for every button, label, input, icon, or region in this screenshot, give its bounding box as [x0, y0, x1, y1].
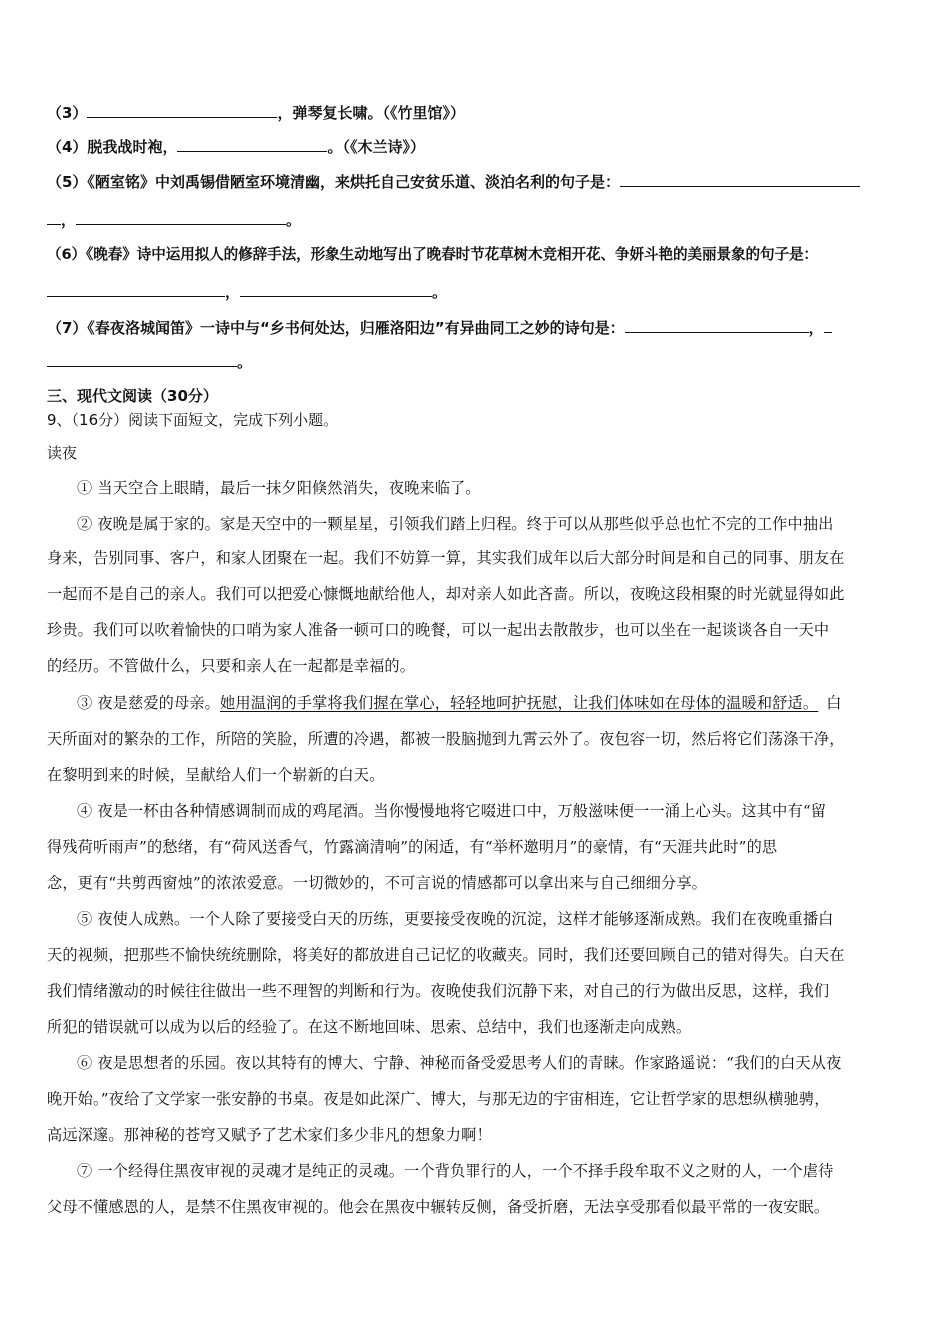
paragraph-3-tail: 白 [826, 694, 842, 712]
answer-blank[interactable] [620, 172, 860, 187]
paragraph-2-line: 的经历。不管做什么，只要和亲人在一起都是幸福的。 [47, 657, 416, 675]
paragraph-2-line: 一起而不是自己的亲人。我们可以把爱心慷慨地献给他人，却对亲人如此吝啬。所以，夜晚这段相聚的时光就显得如此 [47, 585, 845, 603]
question-9-prompt: 9、（16分）阅读下面短文，完成下列小题。 [47, 411, 339, 429]
paragraph-5-line: ⑤ 夜使人成熟。一个人除了要接受白天的历练，更要接受夜晚的沉淀，这样才能够逐渐成熟。我们在夜晚重播白 [77, 910, 834, 928]
paragraph-5-line: 所犯的错误就可以成为以后的经验了。在这不断地回味、思索、总结中，我们也逐渐走向成熟。 [47, 1018, 692, 1036]
question-5-continued [47, 210, 301, 230]
question-6-text: （6）《晚春》诗中运用拟人的修辞手法，形象生动地写出了晚春时节花草树木竞相开花、争妍斗艳的美丽景象的句子是： [47, 246, 818, 263]
question-5 [47, 172, 860, 192]
paragraph-5-line: 天的视频，把那些不愉快统统删除，将美好的都放进自己记忆的收藏夹。同时，我们还要回顾自己的错对得失。白天在 [47, 946, 845, 964]
question-3 [47, 103, 465, 123]
answer-blank[interactable] [47, 210, 61, 225]
paragraph-3-line: 在黎明到来的时候，呈献给人们一个崭新的白天。 [47, 766, 385, 784]
paragraph-2-line: ② 夜晚是属于家的。家是天空中的一颗星星，引领我们踏上归程。终于可以从那些似乎总也忙不完的工作中抽出 [77, 515, 834, 533]
section-heading: 三、现代文阅读（30分） [47, 387, 218, 405]
comma: ， [61, 211, 77, 229]
question-7-text: （7）《春夜洛城闻笛》一诗中与“乡书何处达，归雁洛阳边”有异曲同工之妙的诗句是： [47, 319, 625, 337]
question-4 [47, 137, 425, 157]
answer-blank[interactable] [177, 137, 327, 152]
question-4-source: 。（《木兰诗》） [327, 138, 425, 156]
question-5-text: （5）《陋室铭》中刘禹锡借陋室环境清幽，来烘托自己安贫乐道、淡泊名利的句子是： [47, 173, 620, 191]
question-6-continued [47, 282, 447, 302]
paragraph-3-line [77, 693, 842, 713]
paragraph-1: ① 当天空合上眼睛，最后一抹夕阳倏然消失，夜晚来临了。 [77, 479, 481, 497]
question-3-text: ，弹琴复长啸。（《竹里馆》） [277, 104, 465, 122]
question-4-text: （4）脱我战时袍， [47, 138, 178, 156]
comma: ， [808, 319, 824, 337]
answer-blank[interactable] [47, 282, 225, 297]
paragraph-7-line: ⑦ 一个经得住黑夜审视的灵魂才是纯正的灵魂。一个背负罪行的人，一个不择手段牟取不义之财的人，一个虐待 [77, 1162, 834, 1180]
answer-blank[interactable] [87, 103, 277, 118]
answer-blank[interactable] [625, 318, 809, 333]
paragraph-4-line: ④ 夜是一杯由各种情感调制而成的鸡尾酒。当你慢慢地将它啜进口中，万般滋味便一一涌上心头。这其中有“留 [77, 802, 827, 820]
paragraph-7-line: 父母不懂感恩的人，是禁不住黑夜审视的。他会在黑夜中辗转反侧，备受折磨，无法享受那看似最平常的一夜安眠。 [47, 1198, 830, 1216]
paragraph-6-line: 晚开始。”夜给了文学家一张安静的书桌。夜是如此深广、博大，与那无边的宇宙相连，它让哲学家的思想纵横驰骋， [47, 1090, 830, 1108]
question-7-continued [47, 352, 252, 372]
answer-blank[interactable] [240, 282, 432, 297]
paragraph-6-line: 高远深邃。那神秘的苍穹又赋予了艺术家们多少非凡的想象力啊！ [47, 1126, 492, 1144]
paragraph-2-line: 珍贵。我们可以吹着愉快的口哨为家人准备一顿可口的晚餐，可以一起出去散散步，也可以坐在一起谈谈各自一天中 [47, 621, 830, 639]
underlined-sentence: 她用温润的手掌将我们握在掌心，轻轻地呵护抚慰，让我们体味如在母体的温暖和舒适。 [220, 694, 819, 712]
paragraph-6-line: ⑥ 夜是思想者的乐园。夜以其特有的博大、宁静、神秘而备受爱思考人们的青睐。作家路遥说：“我们的白天从夜 [77, 1054, 842, 1072]
answer-blank[interactable] [47, 352, 237, 367]
paragraph-3-lead: ③ 夜是慈爱的母亲。 [77, 694, 221, 712]
period: 。 [237, 353, 253, 371]
question-7 [47, 318, 832, 338]
passage-title: 读夜 [47, 444, 78, 462]
question-6 [47, 245, 818, 265]
period: 。 [432, 283, 448, 301]
paragraph-2-line: 身来，告别同事、客户，和家人团聚在一起。我们不妨算一算，其实我们成年以后大部分时间是和自己的同事、朋友在 [47, 549, 845, 567]
paragraph-4-line: 念，更有“共剪西窗烛”的浓浓爱意。一切微妙的，不可言说的情感都可以拿出来与自己细细分享。 [47, 874, 708, 892]
question-3-number: （3） [47, 104, 88, 122]
paragraph-5-line: 我们情绪激动的时候往往做出一些不理智的判断和行为。夜晚使我们沉静下来，对自己的行为做出反思，这样，我们 [47, 982, 830, 1000]
paragraph-4-line: 得残荷听雨声”的愁绪，有“荷风送香气，竹露滴清响”的闲适，有“举杯邀明月”的豪情，有“天涯共此时”的思 [47, 838, 778, 856]
answer-blank[interactable] [76, 210, 286, 225]
comma: ， [225, 283, 241, 301]
answer-blank[interactable] [824, 318, 832, 333]
paragraph-3-line: 天所面对的繁杂的工作，所陪的笑脸，所遭的冷遇，都被一股脑抛到九霄云外了。夜包容一切，然后将它们荡涤干净， [47, 730, 845, 748]
period: 。 [286, 211, 302, 229]
